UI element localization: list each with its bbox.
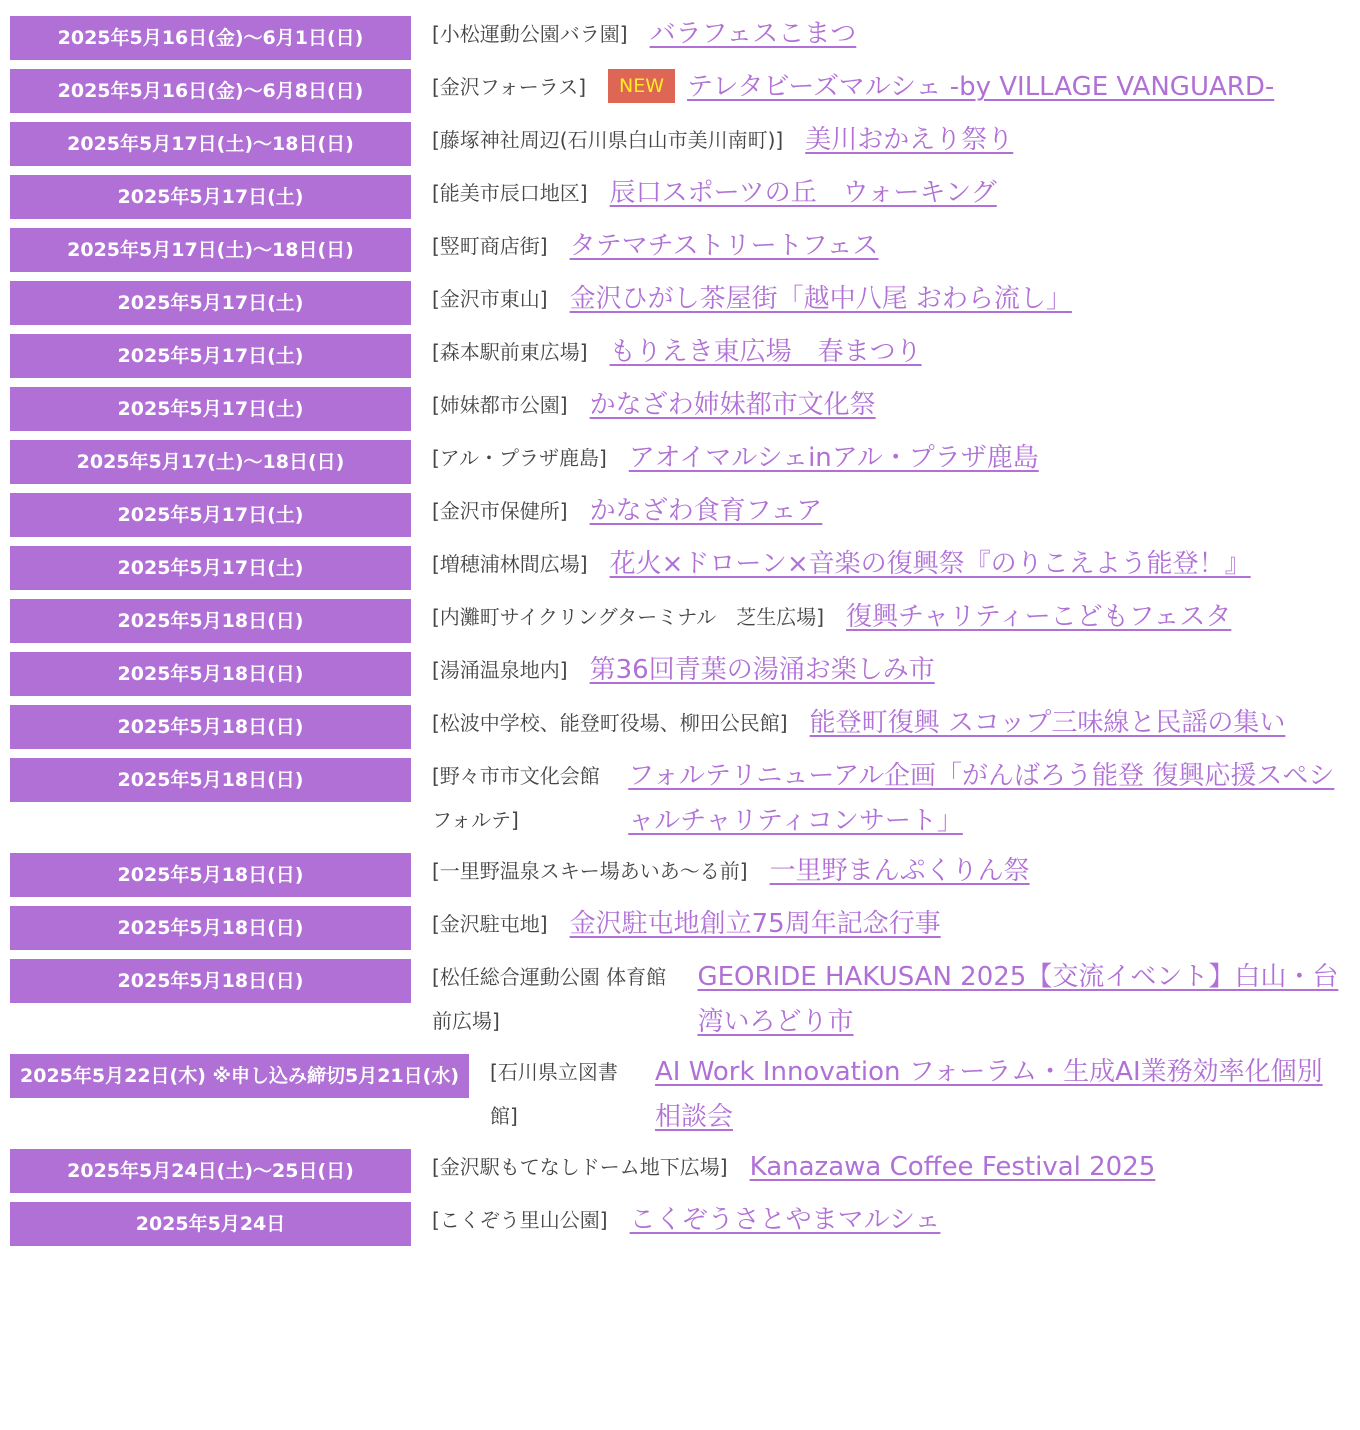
event-date-badge: 2025年5月18日(日): [10, 652, 411, 696]
event-title-link[interactable]: テレタビーズマルシェ -by VILLAGE VANGUARD-: [687, 72, 1275, 102]
event-row: [10, 853, 1360, 897]
event-row: [10, 228, 1360, 272]
event-venue: [石川県立図書館]: [490, 1060, 618, 1128]
event-body: [411, 281, 1360, 322]
event-venue: [内灘町サイクリングターミナル 芝生広場]: [432, 605, 825, 629]
event-title-wrap: [846, 595, 1340, 640]
event-body: [411, 122, 1360, 163]
event-body: [411, 959, 1360, 1045]
event-venue: [松任総合運動公園 体育館前広場]: [432, 965, 667, 1033]
event-title-link[interactable]: タテマチストリートフェス: [569, 231, 879, 261]
event-row: [10, 440, 1360, 484]
event-title-link[interactable]: 金沢ひがし茶屋街「越中八尾 おわら流し」: [569, 284, 1072, 314]
event-date-badge: 2025年5月18日(日): [10, 853, 411, 897]
event-title-wrap: [570, 224, 1340, 269]
event-date-badge: 2025年5月17日(土): [10, 493, 411, 537]
event-date-badge: 2025年5月24日(土)〜25日(日): [10, 1149, 411, 1193]
event-body: [411, 1149, 1360, 1190]
event-body: [411, 387, 1360, 428]
event-title-link[interactable]: もりえき東広場 春まつり: [609, 337, 922, 367]
event-title-link[interactable]: 花火×ドローン×音楽の復興祭『のりこえよう能登！』: [609, 549, 1251, 579]
event-body: [469, 1054, 1360, 1140]
event-venue: [藤塚神社周辺(石川県白山市美川南町)]: [432, 128, 784, 152]
event-venue: [竪町商店街]: [432, 234, 548, 258]
event-venue: [森本駅前東広場]: [432, 340, 588, 364]
event-body: [411, 69, 1360, 110]
event-date-badge: 2025年5月17日(土)〜18日(日): [10, 228, 411, 272]
event-title-wrap: [570, 902, 1340, 947]
event-row: [10, 758, 1360, 844]
event-title-link[interactable]: 第36回青葉の湯涌お楽しみ市: [589, 655, 935, 685]
event-venue: [こくぞう里山公園]: [432, 1208, 608, 1232]
event-row: [10, 122, 1360, 166]
event-title-wrap: [655, 1050, 1340, 1140]
event-row: [10, 959, 1360, 1045]
event-body: [411, 16, 1360, 57]
event-title-wrap: [805, 118, 1340, 163]
event-date-badge: 2025年5月16日(金)〜6月8日(日): [10, 69, 411, 113]
event-venue: [アル・プラザ鹿島]: [432, 446, 607, 470]
event-title-link[interactable]: Kanazawa Coffee Festival 2025: [749, 1152, 1156, 1182]
event-title-wrap: [650, 12, 1340, 57]
event-title-wrap: [750, 1145, 1340, 1190]
event-venue: [能美市辰口地区]: [432, 181, 588, 205]
event-venue: [野々市市文化会館フォルテ]: [432, 764, 600, 832]
event-title-link[interactable]: 能登町復興 スコップ三味線と民謡の集い: [809, 708, 1286, 738]
event-row: [10, 599, 1360, 643]
event-title-link[interactable]: AI Work Innovation フォーラム・生成AI業務効率化個別相談会: [654, 1057, 1323, 1132]
event-row: [10, 546, 1360, 590]
event-title-wrap: [770, 849, 1340, 894]
event-title-link[interactable]: GEORIDE HAKUSAN 2025【交流イベント】白山・台湾いろどり市: [697, 962, 1339, 1037]
event-venue: [湯涌温泉地内]: [432, 658, 568, 682]
event-row: [10, 387, 1360, 431]
event-venue: [金沢フォーラス]: [432, 75, 587, 99]
event-venue: [金沢駐屯地]: [432, 912, 548, 936]
event-title-link[interactable]: 復興チャリティーこどもフェスタ: [846, 602, 1232, 632]
event-date-badge: 2025年5月17(土)〜18日(日): [10, 440, 411, 484]
event-title-link[interactable]: 金沢駐屯地創立75周年記念行事: [569, 909, 941, 939]
event-title-wrap: [590, 489, 1340, 534]
event-row: [10, 1054, 1360, 1140]
event-title-link[interactable]: こくぞうさとやまマルシェ: [629, 1205, 941, 1235]
event-date-badge: 2025年5月18日(日): [10, 758, 411, 802]
event-title-wrap: [610, 171, 1340, 216]
event-venue: [一里野温泉スキー場あいあ〜る前]: [432, 859, 748, 883]
event-row: [10, 1149, 1360, 1193]
event-title-wrap: [590, 648, 1340, 693]
event-venue: [小松運動公園バラ園]: [432, 22, 628, 46]
event-date-badge: 2025年5月24日: [10, 1202, 411, 1246]
event-date-badge: 2025年5月17日(土): [10, 334, 411, 378]
event-title-wrap: [610, 542, 1340, 587]
event-row: [10, 493, 1360, 537]
event-date-badge: 2025年5月18日(日): [10, 705, 411, 749]
event-row: [10, 16, 1360, 60]
event-title-link[interactable]: アオイマルシェinアル・プラザ鹿島: [628, 443, 1039, 473]
event-row: [10, 175, 1360, 219]
event-date-badge: 2025年5月17日(土)〜18日(日): [10, 122, 411, 166]
event-venue: [金沢市東山]: [432, 287, 548, 311]
event-title-link[interactable]: バラフェスこまつ: [649, 19, 857, 49]
event-title-wrap: [590, 383, 1340, 428]
event-row: [10, 334, 1360, 378]
event-title-link[interactable]: 一里野まんぷくりん祭: [769, 856, 1030, 886]
event-venue: [姉妹都市公園]: [432, 393, 568, 417]
event-title-wrap: [608, 65, 1340, 110]
event-venue: [増穂浦林間広場]: [432, 552, 588, 576]
event-body: [411, 175, 1360, 216]
event-body: [411, 334, 1360, 375]
event-row: [10, 69, 1360, 113]
event-row: [10, 906, 1360, 950]
event-date-badge: 2025年5月18日(日): [10, 959, 411, 1003]
event-title-wrap: [610, 330, 1340, 375]
event-title-link[interactable]: かなざわ姉妹都市文化祭: [589, 390, 876, 420]
event-venue: [金沢駅もてなしドーム地下広場]: [432, 1155, 728, 1179]
event-date-badge: 2025年5月18日(日): [10, 906, 411, 950]
event-title-wrap: [628, 754, 1340, 844]
event-body: [411, 758, 1360, 844]
event-title-wrap: [629, 436, 1340, 481]
event-body: [411, 652, 1360, 693]
event-title-wrap: [630, 1198, 1340, 1243]
event-body: [411, 599, 1360, 640]
event-body: [411, 906, 1360, 947]
event-venue: [金沢市保健所]: [432, 499, 568, 523]
new-badge: NEW: [608, 69, 675, 103]
event-title-link[interactable]: フォルテリニューアル企画「がんばろう能登 復興応援スペシャルチャリティコンサート」: [628, 761, 1335, 836]
event-row: [10, 1202, 1360, 1246]
event-title-wrap: [570, 277, 1340, 322]
event-title-wrap: [810, 701, 1340, 746]
event-date-badge: 2025年5月17日(土): [10, 546, 411, 590]
event-date-badge: 2025年5月17日(土): [10, 281, 411, 325]
event-body: [411, 705, 1360, 746]
event-body: [411, 546, 1360, 587]
event-body: [411, 228, 1360, 269]
event-body: [411, 1202, 1360, 1243]
event-venue: [松波中学校、能登町役場、柳田公民館]: [432, 711, 788, 735]
event-title-link[interactable]: 辰口スポーツの丘 ウォーキング: [609, 178, 997, 208]
event-date-badge: 2025年5月17日(土): [10, 175, 411, 219]
event-title-link[interactable]: 美川おかえり祭り: [805, 125, 1014, 155]
event-body: [411, 853, 1360, 894]
event-title-link[interactable]: かなざわ食育フェア: [589, 496, 823, 526]
event-row: [10, 652, 1360, 696]
event-row: [10, 705, 1360, 749]
event-date-badge: 2025年5月16日(金)〜6月1日(日): [10, 16, 411, 60]
event-row: [10, 281, 1360, 325]
event-date-badge: 2025年5月18日(日): [10, 599, 411, 643]
event-body: [411, 493, 1360, 534]
event-date-badge: 2025年5月17日(土): [10, 387, 411, 431]
event-body: [411, 440, 1360, 481]
event-title-wrap: [697, 955, 1340, 1045]
event-date-badge: 2025年5月22日(木) ※申し込み締切5月21日(水): [10, 1054, 469, 1098]
